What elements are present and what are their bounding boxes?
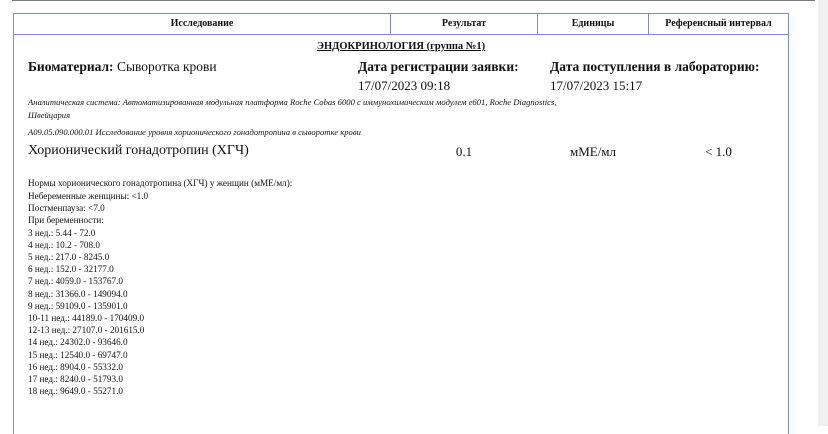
arrival-date-value: 17/07/2023 15:17	[550, 78, 643, 93]
header-units: Единицы	[538, 14, 648, 35]
analytic-system-line1: Аналитическая система: Автоматизированная модульная платформа Roche Cobas 6000 с иммунохимическим модулем e601, Roche Diagnostics,	[28, 97, 557, 107]
norms-line: 14 нед.: 24302.0 - 93646.0	[28, 337, 128, 348]
norms-line: 4 нед.: 10.2 - 708.0	[28, 239, 100, 250]
header-reference: Референсный интервал	[649, 14, 788, 35]
norms-line: 7 нед.: 4059.0 - 153767.0	[28, 276, 123, 287]
report-frame	[13, 13, 789, 434]
norms-line: 8 нед.: 31366.0 - 149094.0	[28, 288, 128, 299]
header-study: Исследование	[14, 14, 390, 35]
norms-line: 6 нед.: 152.0 - 32177.0	[28, 264, 114, 275]
norms-list	[28, 190, 148, 397]
result-reference: < 1.0	[705, 144, 732, 159]
page-top-line	[12, 0, 815, 1]
result-name: Хорионический гонадотропин (ХГЧ)	[28, 143, 249, 158]
registration-date-label: Дата регистрации заявки:	[358, 59, 519, 74]
result-value: 0.1	[455, 144, 473, 159]
header-result: Результат	[391, 14, 537, 35]
norms-line: Постменпауза: <7.0	[28, 203, 105, 214]
analytic-system-line2: Швейцария	[28, 110, 71, 120]
arrival-date-label: Дата поступления в лабораторию:	[550, 59, 760, 74]
norms-line: 3 нед.: 5.44 - 72.0	[28, 227, 96, 238]
biomaterial	[28, 59, 217, 75]
norms-line: Небеременные женщины: <1.0	[28, 191, 149, 201]
biomaterial-label: Биоматериал:	[28, 59, 114, 74]
norms-line: При беременности:	[28, 215, 104, 226]
norms-line: 16 нед.: 8904.0 - 55332.0	[28, 361, 123, 372]
section-title: ЭНДОКРИНОЛОГИЯ (группа №1)	[316, 41, 486, 52]
viewer-right-gutter	[818, 0, 828, 426]
norms-line: 12-13 нед.: 27107.0 - 201615.0	[28, 325, 145, 336]
test-code-line: A09.05.090.000.01 Исследование уровня хорионического гонадотропина в сыворотке крови	[28, 127, 361, 137]
norms-title: Нормы хорионического гонадотропина (ХГЧ) у женщин (мМЕ/мл):	[28, 178, 293, 188]
biomaterial-value: Сыворотка крови	[116, 59, 217, 74]
registration-date-value: 17/07/2023 09:18	[358, 78, 451, 93]
table-header	[14, 14, 788, 35]
norms-line: 5 нед.: 217.0 - 8245.0	[28, 252, 110, 263]
norms-line: 18 нед.: 9649.0 - 55271.0	[28, 386, 123, 397]
norms-line: 15 нед.: 12540.0 - 69747.0	[28, 349, 128, 360]
norms-line: 17 нед.: 8240.0 - 51793.0	[28, 374, 123, 385]
norms-line: 10-11 нед.: 44189.0 - 170409.0	[28, 313, 145, 324]
norms-line: 9 нед.: 59109.0 - 135901.0	[28, 300, 128, 311]
result-units: мМЕ/мл	[569, 144, 617, 159]
